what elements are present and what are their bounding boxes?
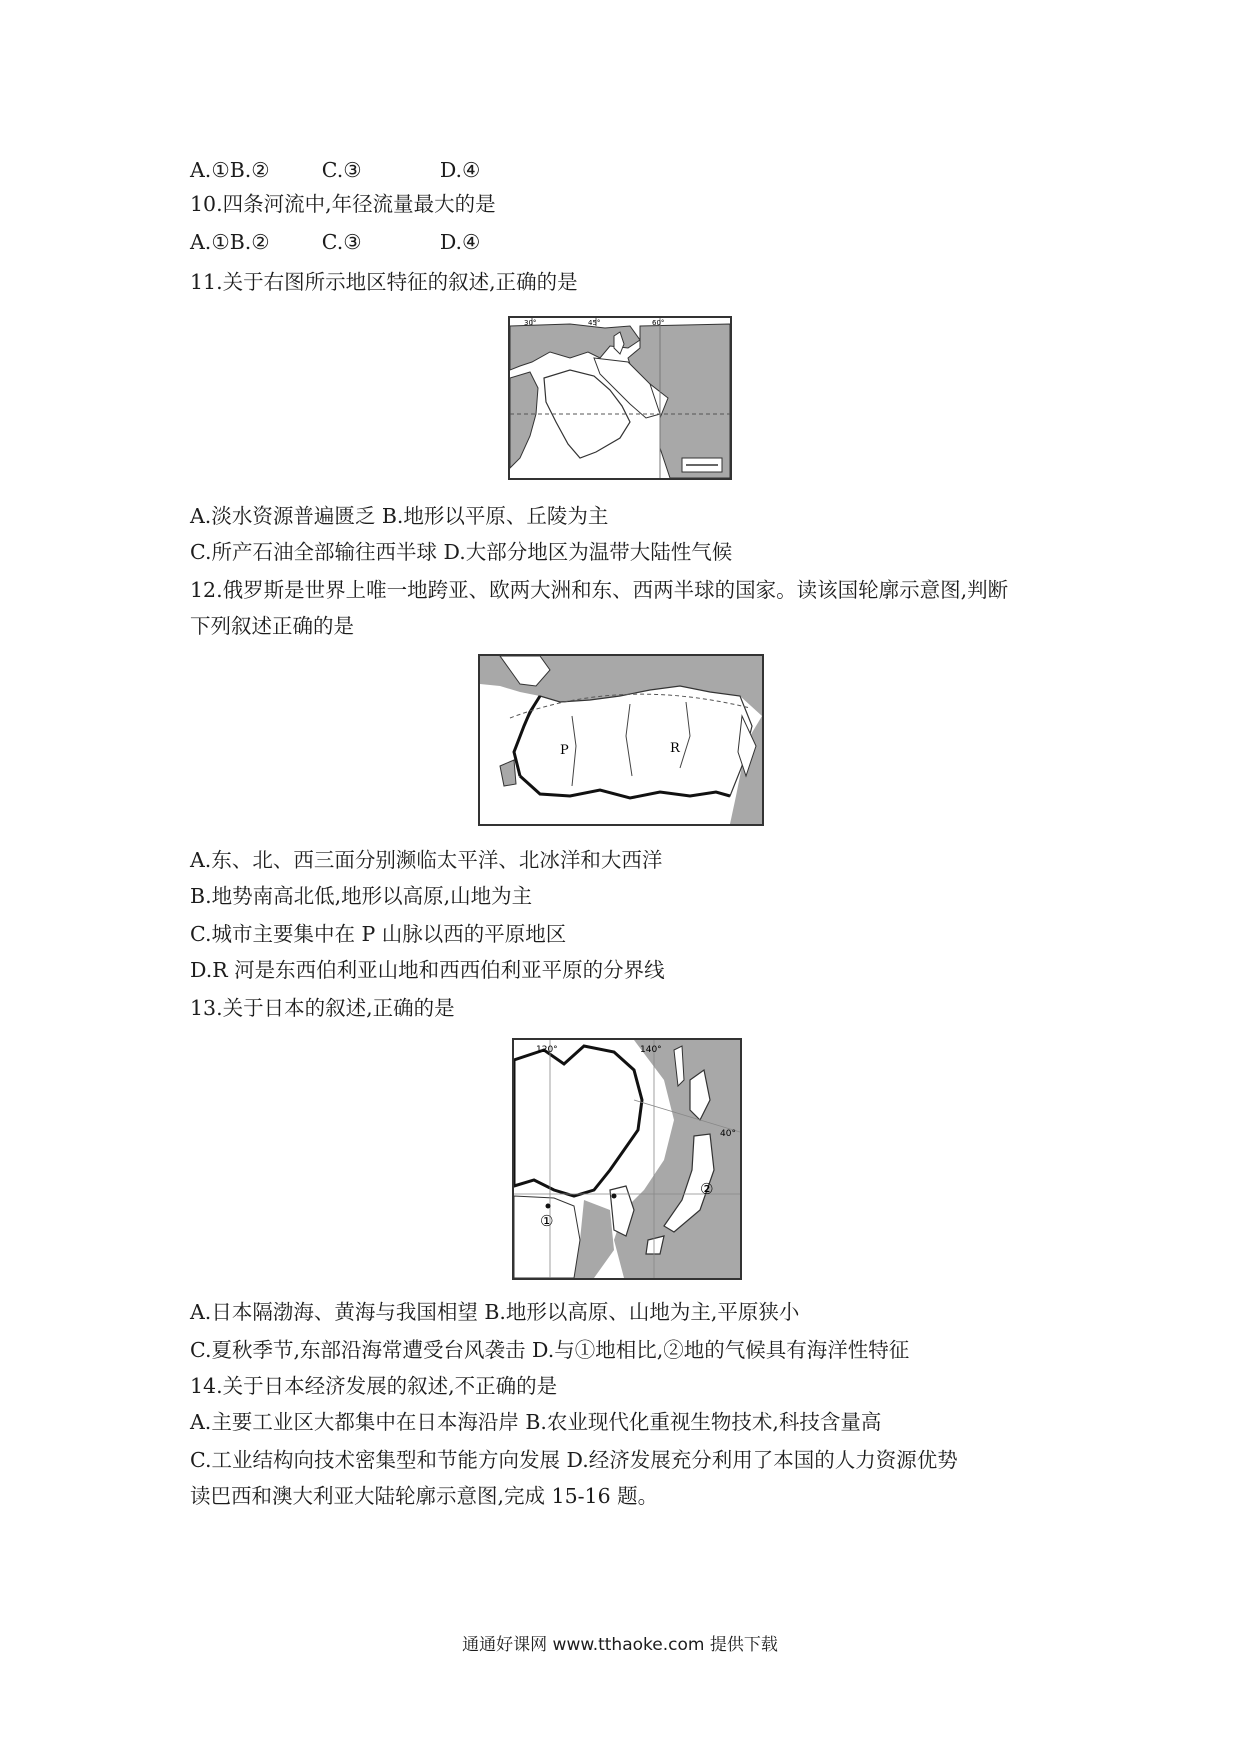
q15-16-intro: 读巴西和澳大利亚大陆轮廓示意图,完成 15-16 题。 [190, 1484, 659, 1508]
q11-options-ab: A.淡水资源普遍匮乏 B.地形以平原、丘陵为主 [190, 504, 609, 528]
middle-east-map [508, 316, 732, 480]
q12-option-a: A.东、北、西三面分别濒临太平洋、北冰洋和大西洋 [190, 848, 663, 872]
point-label-1: ① [540, 1212, 554, 1230]
q14-options-cd: C.工业结构向技术密集型和节能方向发展 D.经济发展充分利用了本国的人力资源优势 [190, 1448, 958, 1472]
q10-stem: 10.四条河流中,年径流量最大的是 [190, 192, 496, 216]
lon-label-120: 120° [536, 1045, 558, 1055]
footer-source: 通通好课网 www.tthaoke.com 提供下载 [462, 1635, 778, 1655]
point-label-2: ② [700, 1180, 714, 1198]
q14-stem: 14.关于日本经济发展的叙述,不正确的是 [190, 1374, 558, 1398]
q12-option-d: D.R 河是东西伯利亚山地和西西伯利亚平原的分界线 [190, 958, 665, 982]
q10-options: A.①B.② C.③ D.④ [190, 230, 481, 254]
q14-options-ab: A.主要工业区大都集中在日本海沿岸 B.农业现代化重视生物技术,科技含量高 [190, 1410, 882, 1434]
q12-option-c: C.城市主要集中在 P 山脉以西的平原地区 [190, 922, 567, 946]
lat-label-40: 40° [720, 1129, 736, 1139]
label-r: R [670, 741, 680, 756]
q12-option-b: B.地势南高北低,地形以高原,山地为主 [190, 884, 533, 908]
label-p: P [560, 743, 569, 758]
q12-stem-line2: 下列叙述正确的是 [190, 614, 354, 638]
q11-options-cd: C.所产石油全部输往西半球 D.大部分地区为温带大陆性气候 [190, 540, 733, 564]
q13-options-ab: A.日本隔渤海、黄海与我国相望 B.地形以高原、山地为主,平原狭小 [190, 1300, 800, 1324]
q13-stem: 13.关于日本的叙述,正确的是 [190, 996, 455, 1020]
lon-label-45: 45° [588, 319, 601, 327]
q12-stem-line1: 12.俄罗斯是世界上唯一地跨亚、欧两大洲和东、西两半球的国家。读该国轮廓示意图,判断 [190, 578, 1009, 602]
japan-map [512, 1038, 742, 1280]
lon-label-30: 30° [524, 319, 537, 327]
russia-map [478, 654, 764, 826]
q11-stem: 11.关于右图所示地区特征的叙述,正确的是 [190, 270, 578, 294]
lon-label-60: 60° [652, 319, 665, 327]
lon-label-140: 140° [640, 1045, 662, 1055]
q9-options: A.①B.② C.③ D.④ [190, 158, 481, 182]
q13-options-cd: C.夏秋季节,东部沿海常遭受台风袭击 D.与①地相比,②地的气候具有海洋性特征 [190, 1338, 910, 1362]
